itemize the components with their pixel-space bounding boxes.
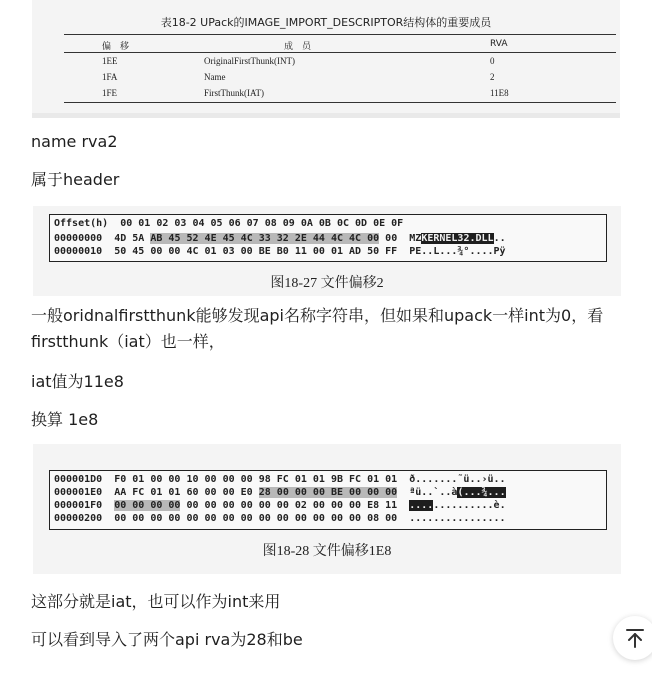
table-header-rule xyxy=(64,52,616,53)
hex-header: Offset(h) 00 01 02 03 04 05 06 07 08 09 0A 0B 0C 0D 0E 0F xyxy=(54,218,404,229)
ascii-highlight: .... xyxy=(409,500,434,511)
hex-row: 000001F0 00 00 00 00 00 00 00 00 00 00 02 00 00 00 E8 11 ..............è. xyxy=(54,500,506,511)
table-cell: 1FA xyxy=(102,72,118,82)
table-figure xyxy=(32,0,620,118)
scroll-to-top-button[interactable] xyxy=(613,616,652,660)
hex-row: 000001E0 AA FC 01 01 60 00 00 E0 28 00 00 00 BE 00 00 00 ªü..`..à(...¾... xyxy=(54,487,506,498)
figure-caption: 图18-27 文件偏移2 xyxy=(270,276,384,291)
paragraph-belongs-header: 属于header xyxy=(31,170,120,189)
ascii-highlight: KERNEL32.DLL xyxy=(421,233,494,244)
hex-row: 00000200 00 00 00 00 00 00 00 00 00 00 00 00 00 00 08 00 ................ xyxy=(54,513,506,524)
hex-row: 00000000 4D 5A AB 45 52 4E 45 4C 33 32 2E 44 4C 4C 00 00 MZKERNEL32.DLL.. xyxy=(54,233,506,244)
hex-highlight: 00 00 00 00 xyxy=(114,500,181,511)
hex-dump xyxy=(49,470,607,530)
hex-highlight: AB 45 52 4E 45 4C 33 32 2E 44 4C 4C 00 xyxy=(150,233,380,244)
paragraph-imported-apis: 可以看到导入了两个api rva为28和be xyxy=(31,630,303,649)
paragraph-convert: 换算 1e8 xyxy=(31,410,99,429)
hex-highlight: 28 00 00 00 BE 00 00 00 xyxy=(258,487,398,498)
hex-dump xyxy=(49,214,607,262)
ascii-highlight: (...¾... xyxy=(457,487,506,498)
hex-figure-offset-1e8 xyxy=(33,444,621,574)
paragraph-int-note-line2: firstthunk（iat）也一样， xyxy=(31,332,225,351)
paragraph-iat-as-int: 这部分就是iat，也可以作为int来用 xyxy=(31,592,281,611)
table-cell: 2 xyxy=(490,72,495,82)
scan-cutoff-edge xyxy=(32,113,620,118)
hex-row: 000001D0 F0 01 00 00 10 00 00 00 98 FC 01 01 9B FC 01 01 ð.......˜ü..›ü.. xyxy=(54,474,506,485)
table-caption: 表18-2 UPack的IMAGE_IMPORT_DESCRIPTOR结构体的重要成员 xyxy=(160,16,492,29)
scan-cutoff-text xyxy=(33,444,621,454)
figure-caption: 图18-28 文件偏移1E8 xyxy=(262,544,392,559)
table-cell: 1FE xyxy=(102,88,118,98)
table-bottom-rule xyxy=(64,102,616,103)
table-top-rule xyxy=(64,34,616,35)
hex-row: 00000010 50 45 00 00 4C 01 03 00 BE B0 11 00 01 AD 50 FF PE..L...¾°....Pÿ xyxy=(54,246,506,257)
paragraph-int-note-line1: 一般oridnalfirstthunk能够发现api名称字符串，但如果和upack一样int为0，看 xyxy=(31,306,604,325)
table-cell: Name xyxy=(204,72,226,82)
table-header-rva: RVA xyxy=(490,39,508,49)
arrow-up-to-line-icon xyxy=(624,627,646,649)
hex-figure-offset-2 xyxy=(33,206,621,296)
table-header-offset: 偏 移 xyxy=(102,42,130,52)
table-cell: 0 xyxy=(490,56,495,66)
table-cell: OriginalFirstThunk(INT) xyxy=(204,56,295,66)
table-cell: 11E8 xyxy=(490,88,509,98)
table-cell: 1EE xyxy=(102,56,118,66)
paragraph-name-rva: name rva2 xyxy=(31,132,118,151)
table-cell: FirstThunk(IAT) xyxy=(204,88,264,98)
table-header-member: 成 员 xyxy=(284,42,312,52)
paragraph-iat-value: iat值为11e8 xyxy=(31,372,124,391)
